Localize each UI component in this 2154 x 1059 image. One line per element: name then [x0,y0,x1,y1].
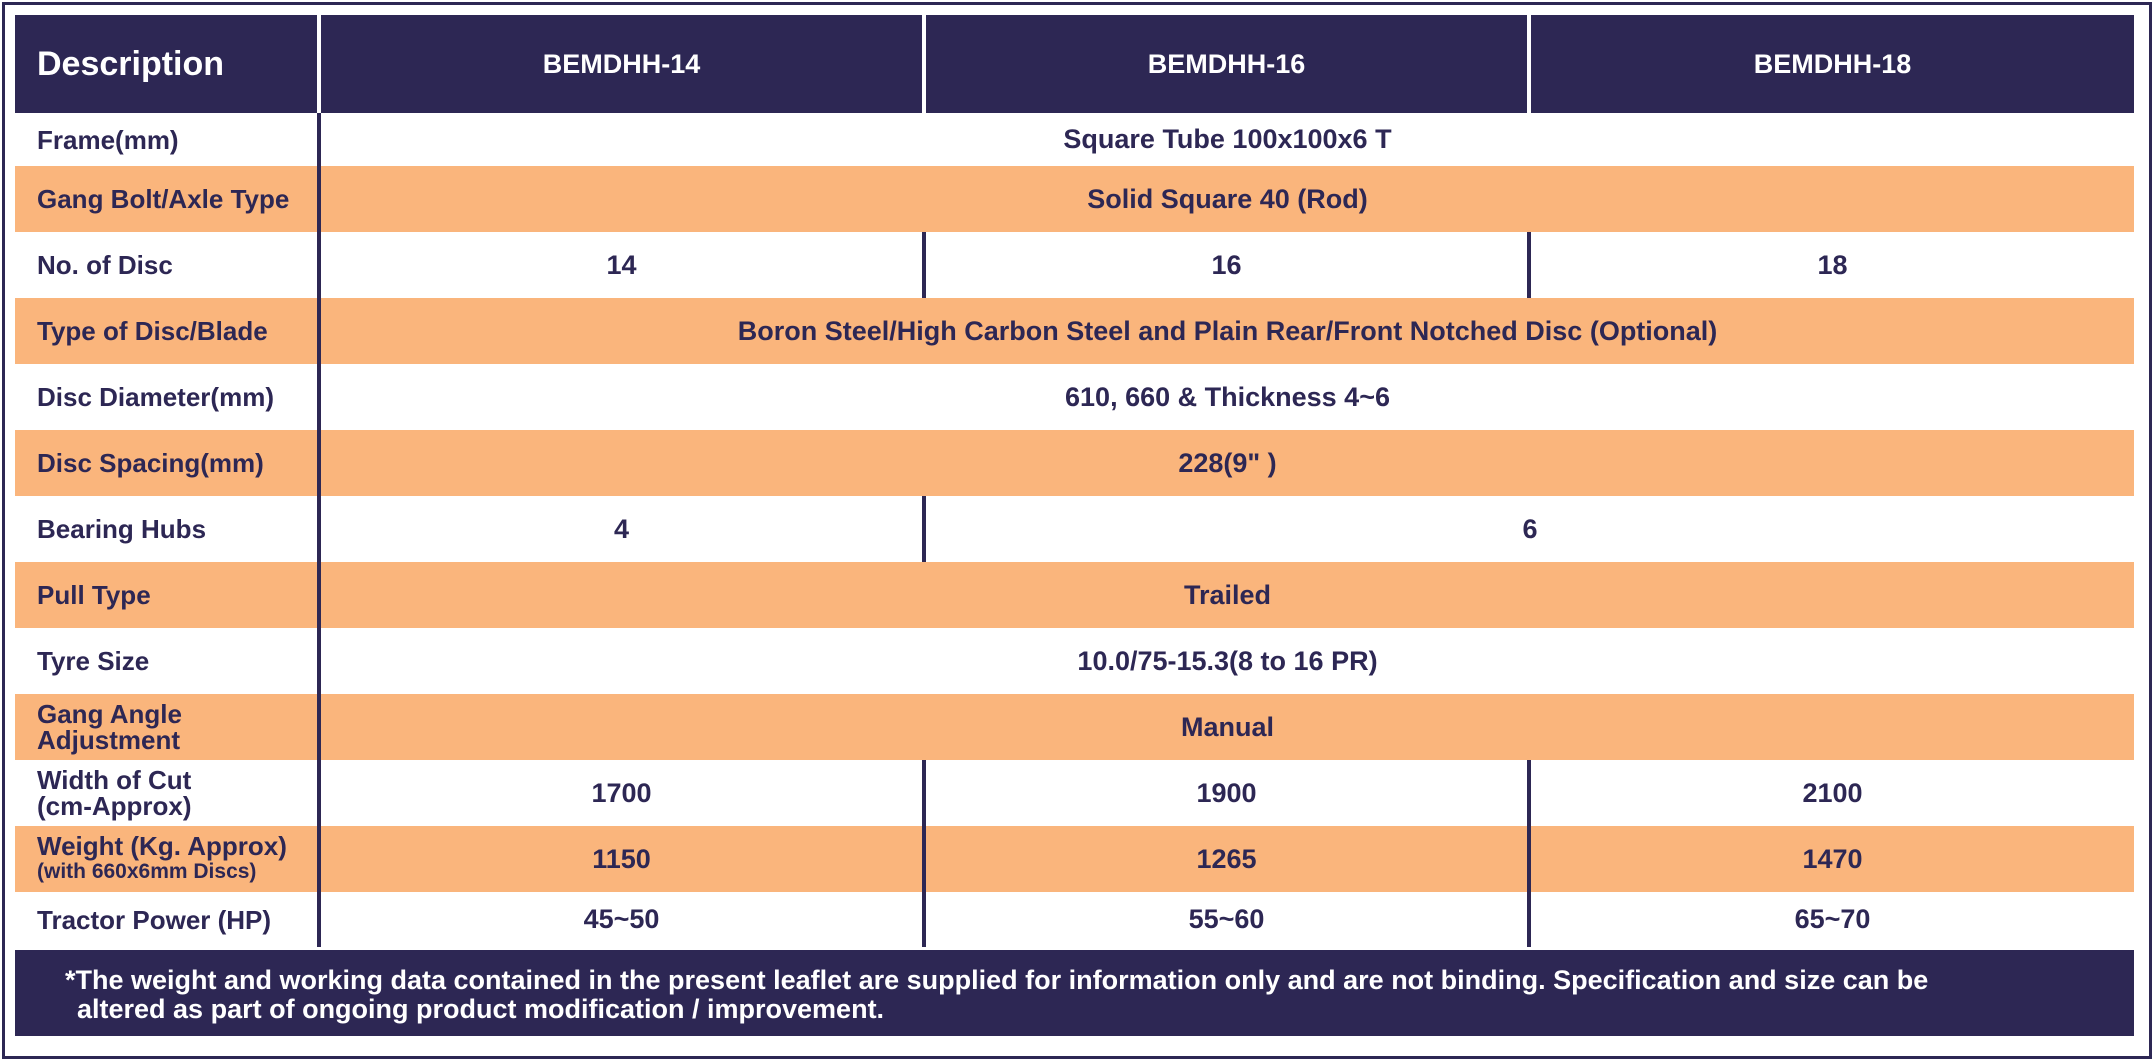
row-value-16: 1265 [924,826,1529,892]
table-row-no-of-disc [15,232,2134,298]
header-model-18: BEMDHH-18 [1529,15,2134,113]
row-value: Boron Steel/High Carbon Steel and Plain Rear/Front Notched Disc (Optional) [737,315,1718,346]
table-row-width-of-cut [15,760,2134,826]
row-value-16: 1900 [924,760,1529,826]
row-value-18: 1470 [1529,826,2134,892]
row-label-line1: Weight (Kg. Approx) [37,831,287,861]
row-value-18: 65~70 [1529,892,2134,947]
disclaimer-line1: *The weight and working data contained in the present leaflet are supplied for information only and are not binding. Specification and size can be [65,965,1929,995]
row-value-16: 55~60 [924,892,1529,947]
row-label: Disc Spacing(mm) [15,430,319,496]
disclaimer-footer [15,950,2134,1036]
row-value-18: 18 [1529,232,2134,298]
row-value: Trailed [1183,579,1272,610]
row-value-14: 45~50 [583,904,660,934]
row-value: 10.0/75-15.3(8 to 16 PR) [1077,645,1378,676]
row-value-18: 2100 [1529,760,2134,826]
disclaimer-line2: altered as part of ongoing product modification / improvement. [77,994,885,1024]
row-value: Manual [1180,711,1274,742]
row-label: Type of Disc/Blade [15,298,319,364]
table-header-row [15,15,2134,113]
row-label-line2: (cm-Approx) [37,791,192,821]
spec-table [15,15,2134,947]
row-label: No. of Disc [15,232,319,298]
row-label [15,826,319,892]
row-value: 610, 660 & Thickness 4~6 [1065,381,1390,412]
row-label: Bearing Hubs [15,496,319,562]
row-value-14: 4 [613,513,630,544]
row-value: Square Tube 100x100x6 T [1063,124,1392,154]
table-row-disc-spacing [15,430,2134,496]
row-label [15,694,319,760]
row-value-14: 1700 [591,777,652,808]
table-row-tractor-power [15,892,2134,947]
row-label: Pull Type [15,562,319,628]
row-label: Gang Bolt/Axle Type [15,166,319,232]
row-value: 228(9" ) [1178,447,1277,478]
row-value-14: 14 [606,249,637,280]
row-label [15,760,319,826]
row-label: Tyre Size [15,628,319,694]
row-label-line1: Width of Cut [37,765,192,795]
row-label-line1: Gang Angle [37,699,182,729]
header-model-14: BEMDHH-14 [319,15,924,113]
row-label-line2: (with 660x6mm Discs) [37,860,257,883]
row-label: Frame(mm) [15,113,319,166]
table-row-pull-type [15,562,2134,628]
table-row-frame [15,113,2134,166]
table-row-tyre-size [15,628,2134,694]
table-row-bearing-hubs [15,496,2134,562]
header-description: Description [37,44,225,83]
table-row-gang-bolt [15,166,2134,232]
header-model-16: BEMDHH-16 [924,15,1529,113]
row-value-16: 16 [924,232,1529,298]
row-value: Solid Square 40 (Rod) [1087,183,1368,214]
row-label: Disc Diameter(mm) [15,364,319,430]
row-label: Tractor Power (HP) [15,892,319,947]
table-row-weight [15,826,2134,892]
table-row-gang-angle [15,694,2134,760]
row-label-line2: Adjustment [37,725,180,755]
table-row-disc-diameter [15,364,2134,430]
table-row-type-of-disc [15,298,2134,364]
row-value-14: 1150 [592,843,651,874]
row-value-16-18: 6 [924,496,2134,562]
